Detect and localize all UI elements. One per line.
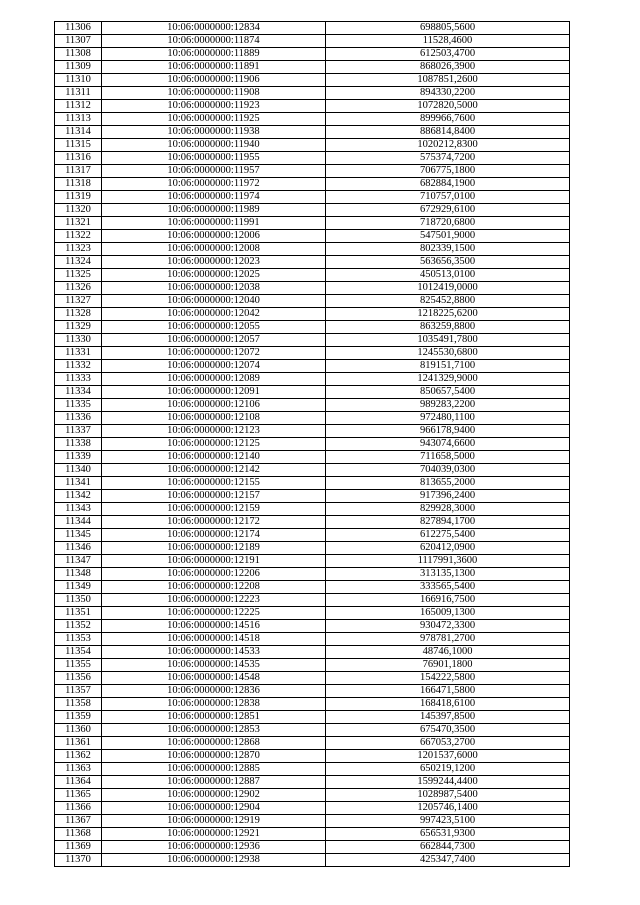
cadastral-number-cell: 10:06:0000000:12885 — [102, 763, 326, 776]
table-row — [55, 74, 570, 87]
table-row — [55, 698, 570, 711]
cadastral-number-cell: 10:06:0000000:11989 — [102, 204, 326, 217]
table-row — [55, 204, 570, 217]
row-number-cell: 11359 — [55, 711, 102, 724]
row-number-cell: 11354 — [55, 646, 102, 659]
row-number-cell: 11333 — [55, 373, 102, 386]
value-cell: 863259,8800 — [326, 321, 570, 334]
cadastral-number-cell: 10:06:0000000:11972 — [102, 178, 326, 191]
cadastral-number-cell: 10:06:0000000:12870 — [102, 750, 326, 763]
value-cell: 829928,3000 — [326, 503, 570, 516]
row-number-cell: 11368 — [55, 828, 102, 841]
cadastral-number-cell: 10:06:0000000:12853 — [102, 724, 326, 737]
table-row — [55, 425, 570, 438]
cadastral-number-cell: 10:06:0000000:11891 — [102, 61, 326, 74]
cadastral-number-cell: 10:06:0000000:12921 — [102, 828, 326, 841]
table-row — [55, 230, 570, 243]
table-row — [55, 87, 570, 100]
table-row — [55, 35, 570, 48]
table-row — [55, 828, 570, 841]
row-number-cell: 11344 — [55, 516, 102, 529]
row-number-cell: 11328 — [55, 308, 102, 321]
cadastral-number-cell: 10:06:0000000:11906 — [102, 74, 326, 87]
table-row — [55, 48, 570, 61]
value-cell: 894330,2200 — [326, 87, 570, 100]
value-cell: 825452,8800 — [326, 295, 570, 308]
value-cell: 575374,7200 — [326, 152, 570, 165]
row-number-cell: 11345 — [55, 529, 102, 542]
table-row — [55, 165, 570, 178]
value-cell: 819151,7100 — [326, 360, 570, 373]
value-cell: 930472,3300 — [326, 620, 570, 633]
value-cell: 313135,1300 — [326, 568, 570, 581]
cadastral-number-cell: 10:06:0000000:12191 — [102, 555, 326, 568]
row-number-cell: 11343 — [55, 503, 102, 516]
value-cell: 1028987,5400 — [326, 789, 570, 802]
row-number-cell: 11369 — [55, 841, 102, 854]
cadastral-number-cell: 10:06:0000000:11955 — [102, 152, 326, 165]
cadastral-number-cell: 10:06:0000000:12040 — [102, 295, 326, 308]
value-cell: 899966,7600 — [326, 113, 570, 126]
row-number-cell: 11341 — [55, 477, 102, 490]
cadastral-number-cell: 10:06:0000000:12157 — [102, 490, 326, 503]
cadastral-number-cell: 10:06:0000000:12123 — [102, 425, 326, 438]
cadastral-number-cell: 10:06:0000000:11908 — [102, 87, 326, 100]
value-cell: 675470,3500 — [326, 724, 570, 737]
table-row — [55, 178, 570, 191]
table-row — [55, 685, 570, 698]
row-number-cell: 11308 — [55, 48, 102, 61]
cadastral-number-cell: 10:06:0000000:12174 — [102, 529, 326, 542]
value-cell: 698805,5600 — [326, 22, 570, 35]
value-cell: 1035491,7800 — [326, 334, 570, 347]
row-number-cell: 11337 — [55, 425, 102, 438]
row-number-cell: 11340 — [55, 464, 102, 477]
cadastral-number-cell: 10:06:0000000:12025 — [102, 269, 326, 282]
table-row — [55, 243, 570, 256]
row-number-cell: 11330 — [55, 334, 102, 347]
row-number-cell: 11322 — [55, 230, 102, 243]
table-row — [55, 490, 570, 503]
row-number-cell: 11323 — [55, 243, 102, 256]
value-cell: 978781,2700 — [326, 633, 570, 646]
cadastral-number-cell: 10:06:0000000:12108 — [102, 412, 326, 425]
cadastral-number-cell: 10:06:0000000:12938 — [102, 854, 326, 867]
row-number-cell: 11331 — [55, 347, 102, 360]
cadastral-number-cell: 10:06:0000000:14548 — [102, 672, 326, 685]
table-row — [55, 477, 570, 490]
row-number-cell: 11329 — [55, 321, 102, 334]
table-row — [55, 256, 570, 269]
cadastral-number-cell: 10:06:0000000:12106 — [102, 399, 326, 412]
row-number-cell: 11353 — [55, 633, 102, 646]
table-row — [55, 789, 570, 802]
value-cell: 997423,5100 — [326, 815, 570, 828]
row-number-cell: 11355 — [55, 659, 102, 672]
row-number-cell: 11306 — [55, 22, 102, 35]
table-row — [55, 568, 570, 581]
cadastral-number-cell: 10:06:0000000:11925 — [102, 113, 326, 126]
value-cell: 706775,1800 — [326, 165, 570, 178]
value-cell: 1241329,9000 — [326, 373, 570, 386]
table-row — [55, 282, 570, 295]
value-cell: 704039,0300 — [326, 464, 570, 477]
table-row — [55, 360, 570, 373]
value-cell: 656531,9300 — [326, 828, 570, 841]
row-number-cell: 11351 — [55, 607, 102, 620]
row-number-cell: 11314 — [55, 126, 102, 139]
cadastral-number-cell: 10:06:0000000:12223 — [102, 594, 326, 607]
value-cell: 168418,6100 — [326, 698, 570, 711]
table-row — [55, 646, 570, 659]
table-row — [55, 763, 570, 776]
row-number-cell: 11325 — [55, 269, 102, 282]
value-cell: 425347,7400 — [326, 854, 570, 867]
cadastral-number-cell: 10:06:0000000:12936 — [102, 841, 326, 854]
cadastral-number-cell: 10:06:0000000:12189 — [102, 542, 326, 555]
value-cell: 650219,1200 — [326, 763, 570, 776]
table-row — [55, 61, 570, 74]
table-row — [55, 620, 570, 633]
cadastral-number-cell: 10:06:0000000:12851 — [102, 711, 326, 724]
table-row — [55, 191, 570, 204]
cadastral-number-cell: 10:06:0000000:12055 — [102, 321, 326, 334]
table-row — [55, 152, 570, 165]
row-number-cell: 11356 — [55, 672, 102, 685]
value-cell: 802339,1500 — [326, 243, 570, 256]
cadastral-number-cell: 10:06:0000000:12042 — [102, 308, 326, 321]
value-cell: 612503,4700 — [326, 48, 570, 61]
table-row — [55, 464, 570, 477]
cadastral-number-cell: 10:06:0000000:11923 — [102, 100, 326, 113]
value-cell: 620412,0900 — [326, 542, 570, 555]
table-row — [55, 802, 570, 815]
value-cell: 850657,5400 — [326, 386, 570, 399]
table-row — [55, 607, 570, 620]
cadastral-number-cell: 10:06:0000000:12125 — [102, 438, 326, 451]
row-number-cell: 11316 — [55, 152, 102, 165]
cadastral-number-cell: 10:06:0000000:12172 — [102, 516, 326, 529]
table-row — [55, 503, 570, 516]
table-row — [55, 594, 570, 607]
cadastral-number-cell: 10:06:0000000:12023 — [102, 256, 326, 269]
table-row — [55, 542, 570, 555]
table-row — [55, 841, 570, 854]
table-row — [55, 659, 570, 672]
cadastral-number-cell: 10:06:0000000:11938 — [102, 126, 326, 139]
row-number-cell: 11320 — [55, 204, 102, 217]
cadastral-number-cell: 10:06:0000000:12836 — [102, 685, 326, 698]
row-number-cell: 11335 — [55, 399, 102, 412]
row-number-cell: 11364 — [55, 776, 102, 789]
row-number-cell: 11315 — [55, 139, 102, 152]
row-number-cell: 11363 — [55, 763, 102, 776]
cadastral-number-cell: 10:06:0000000:12038 — [102, 282, 326, 295]
value-cell: 682884,1900 — [326, 178, 570, 191]
table-row — [55, 529, 570, 542]
table-row — [55, 555, 570, 568]
table-row — [55, 139, 570, 152]
value-cell: 612275,5400 — [326, 529, 570, 542]
cadastral-number-cell: 10:06:0000000:12887 — [102, 776, 326, 789]
row-number-cell: 11313 — [55, 113, 102, 126]
row-number-cell: 11312 — [55, 100, 102, 113]
value-cell: 154222,5800 — [326, 672, 570, 685]
value-cell: 450513,0100 — [326, 269, 570, 282]
cadastral-number-cell: 10:06:0000000:12155 — [102, 477, 326, 490]
table-row — [55, 737, 570, 750]
table-row — [55, 334, 570, 347]
value-cell: 718720,6800 — [326, 217, 570, 230]
value-cell: 1599244,4400 — [326, 776, 570, 789]
row-number-cell: 11339 — [55, 451, 102, 464]
row-number-cell: 11327 — [55, 295, 102, 308]
row-number-cell: 11347 — [55, 555, 102, 568]
row-number-cell: 11321 — [55, 217, 102, 230]
cadastral-number-cell: 10:06:0000000:14535 — [102, 659, 326, 672]
table-body — [55, 22, 570, 867]
value-cell: 827894,1700 — [326, 516, 570, 529]
table-row — [55, 854, 570, 867]
row-number-cell: 11309 — [55, 61, 102, 74]
row-number-cell: 11342 — [55, 490, 102, 503]
value-cell: 1117991,3600 — [326, 555, 570, 568]
row-number-cell: 11334 — [55, 386, 102, 399]
value-cell: 1087851,2600 — [326, 74, 570, 87]
value-cell: 886814,8400 — [326, 126, 570, 139]
cadastral-number-cell: 10:06:0000000:12834 — [102, 22, 326, 35]
value-cell: 165009,1300 — [326, 607, 570, 620]
cadastral-number-cell: 10:06:0000000:12091 — [102, 386, 326, 399]
value-cell: 662844,7300 — [326, 841, 570, 854]
row-number-cell: 11358 — [55, 698, 102, 711]
cadastral-number-cell: 10:06:0000000:11874 — [102, 35, 326, 48]
cadastral-value-table — [54, 21, 570, 867]
value-cell: 966178,9400 — [326, 425, 570, 438]
value-cell: 1020212,8300 — [326, 139, 570, 152]
value-cell: 1245530,6800 — [326, 347, 570, 360]
value-cell: 1218225,6200 — [326, 308, 570, 321]
row-number-cell: 11367 — [55, 815, 102, 828]
row-number-cell: 11362 — [55, 750, 102, 763]
cadastral-number-cell: 10:06:0000000:12140 — [102, 451, 326, 464]
value-cell: 1072820,5000 — [326, 100, 570, 113]
cadastral-number-cell: 10:06:0000000:14518 — [102, 633, 326, 646]
cadastral-number-cell: 10:06:0000000:12838 — [102, 698, 326, 711]
value-cell: 989283,2200 — [326, 399, 570, 412]
table-row — [55, 399, 570, 412]
row-number-cell: 11311 — [55, 87, 102, 100]
value-cell: 710757,0100 — [326, 191, 570, 204]
cadastral-number-cell: 10:06:0000000:12142 — [102, 464, 326, 477]
row-number-cell: 11357 — [55, 685, 102, 698]
row-number-cell: 11360 — [55, 724, 102, 737]
row-number-cell: 11318 — [55, 178, 102, 191]
cadastral-number-cell: 10:06:0000000:12159 — [102, 503, 326, 516]
table-row — [55, 22, 570, 35]
row-number-cell: 11332 — [55, 360, 102, 373]
value-cell: 672929,6100 — [326, 204, 570, 217]
value-cell: 972480,1100 — [326, 412, 570, 425]
value-cell: 48746,1000 — [326, 646, 570, 659]
row-number-cell: 11348 — [55, 568, 102, 581]
value-cell: 11528,4600 — [326, 35, 570, 48]
table-row — [55, 438, 570, 451]
value-cell: 667053,2700 — [326, 737, 570, 750]
table-row — [55, 126, 570, 139]
table-row — [55, 269, 570, 282]
value-cell: 711658,5000 — [326, 451, 570, 464]
value-cell: 813655,2000 — [326, 477, 570, 490]
cadastral-number-cell: 10:06:0000000:14533 — [102, 646, 326, 659]
row-number-cell: 11326 — [55, 282, 102, 295]
row-number-cell: 11324 — [55, 256, 102, 269]
value-cell: 76901,1800 — [326, 659, 570, 672]
cadastral-number-cell: 10:06:0000000:12057 — [102, 334, 326, 347]
table-row — [55, 321, 570, 334]
cadastral-number-cell: 10:06:0000000:12008 — [102, 243, 326, 256]
table-row — [55, 373, 570, 386]
row-number-cell: 11366 — [55, 802, 102, 815]
table-row — [55, 776, 570, 789]
value-cell: 166916,7500 — [326, 594, 570, 607]
value-cell: 333565,5400 — [326, 581, 570, 594]
value-cell: 1012419,0000 — [326, 282, 570, 295]
row-number-cell: 11317 — [55, 165, 102, 178]
value-cell: 145397,8500 — [326, 711, 570, 724]
cadastral-number-cell: 10:06:0000000:11940 — [102, 139, 326, 152]
table-row — [55, 113, 570, 126]
table-row — [55, 724, 570, 737]
cadastral-number-cell: 10:06:0000000:12072 — [102, 347, 326, 360]
table-row — [55, 633, 570, 646]
table-row — [55, 711, 570, 724]
table-row — [55, 516, 570, 529]
value-cell: 166471,5800 — [326, 685, 570, 698]
row-number-cell: 11319 — [55, 191, 102, 204]
value-cell: 868026,3900 — [326, 61, 570, 74]
value-cell: 1201537,6000 — [326, 750, 570, 763]
table-row — [55, 386, 570, 399]
value-cell: 917396,2400 — [326, 490, 570, 503]
value-cell: 547501,9000 — [326, 230, 570, 243]
table-row — [55, 815, 570, 828]
cadastral-number-cell: 10:06:0000000:14516 — [102, 620, 326, 633]
table-row — [55, 308, 570, 321]
row-number-cell: 11350 — [55, 594, 102, 607]
row-number-cell: 11307 — [55, 35, 102, 48]
cadastral-number-cell: 10:06:0000000:12206 — [102, 568, 326, 581]
cadastral-number-cell: 10:06:0000000:12902 — [102, 789, 326, 802]
cadastral-number-cell: 10:06:0000000:11991 — [102, 217, 326, 230]
table-row — [55, 412, 570, 425]
row-number-cell: 11338 — [55, 438, 102, 451]
row-number-cell: 11336 — [55, 412, 102, 425]
cadastral-number-cell: 10:06:0000000:12006 — [102, 230, 326, 243]
table-row — [55, 672, 570, 685]
cadastral-number-cell: 10:06:0000000:11957 — [102, 165, 326, 178]
cadastral-number-cell: 10:06:0000000:12089 — [102, 373, 326, 386]
table-row — [55, 217, 570, 230]
table-row — [55, 451, 570, 464]
cadastral-number-cell: 10:06:0000000:12225 — [102, 607, 326, 620]
cadastral-number-cell: 10:06:0000000:12208 — [102, 581, 326, 594]
cadastral-number-cell: 10:06:0000000:12919 — [102, 815, 326, 828]
cadastral-number-cell: 10:06:0000000:12074 — [102, 360, 326, 373]
table-row — [55, 100, 570, 113]
row-number-cell: 11310 — [55, 74, 102, 87]
cadastral-number-cell: 10:06:0000000:11974 — [102, 191, 326, 204]
value-cell: 1205746,1400 — [326, 802, 570, 815]
value-cell: 943074,6600 — [326, 438, 570, 451]
row-number-cell: 11365 — [55, 789, 102, 802]
table-row — [55, 347, 570, 360]
table-row — [55, 581, 570, 594]
row-number-cell: 11361 — [55, 737, 102, 750]
row-number-cell: 11352 — [55, 620, 102, 633]
row-number-cell: 11346 — [55, 542, 102, 555]
table-row — [55, 750, 570, 763]
row-number-cell: 11349 — [55, 581, 102, 594]
cadastral-number-cell: 10:06:0000000:12904 — [102, 802, 326, 815]
cadastral-number-cell: 10:06:0000000:12868 — [102, 737, 326, 750]
cadastral-number-cell: 10:06:0000000:11889 — [102, 48, 326, 61]
value-cell: 563656,3500 — [326, 256, 570, 269]
row-number-cell: 11370 — [55, 854, 102, 867]
table-row — [55, 295, 570, 308]
